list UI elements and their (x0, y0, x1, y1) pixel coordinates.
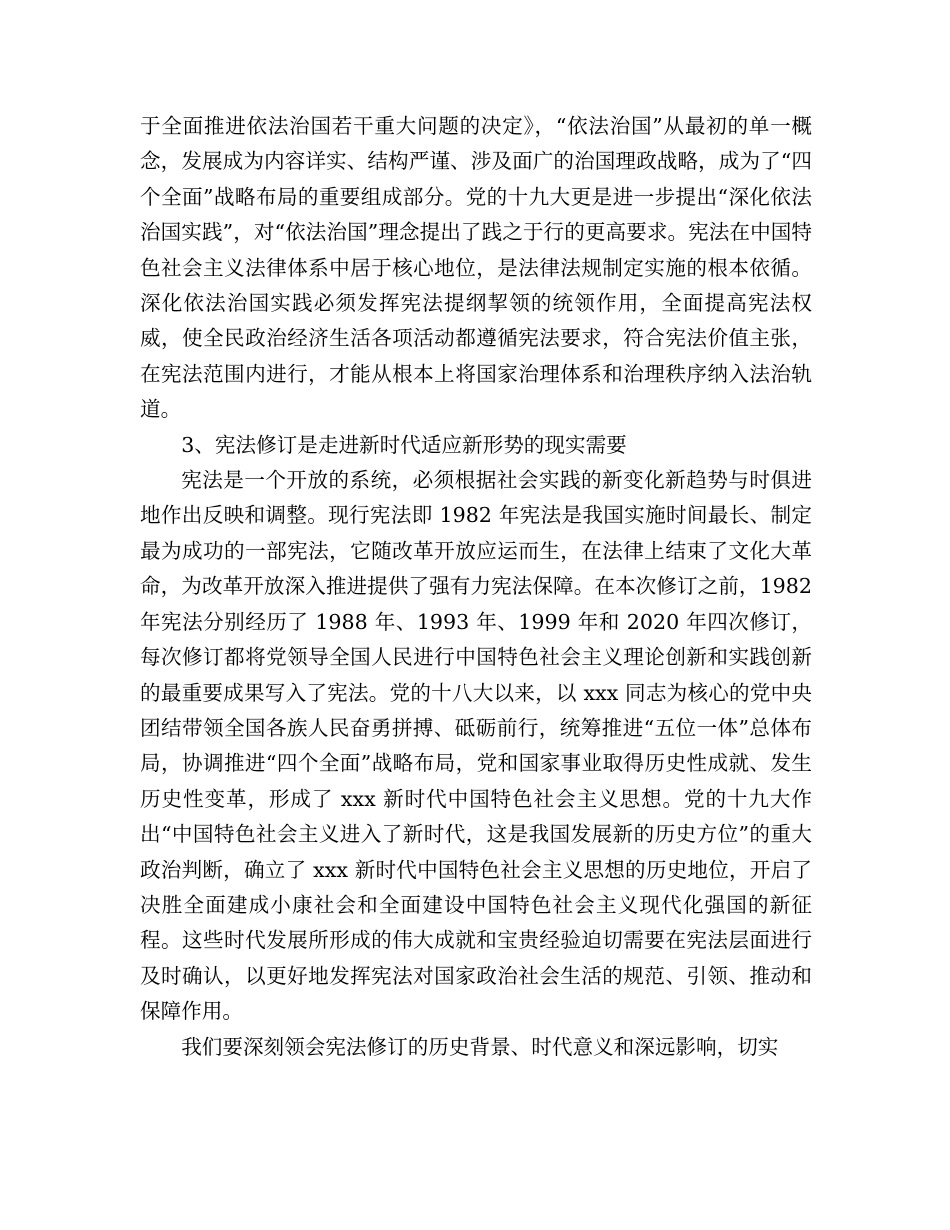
body-paragraph: 宪法是一个开放的系统，必须根据社会实践的新变化新趋势与时俱进地作出反映和调整。现行宪法即 1982 年宪法是我国实施时间最长、制定最为成功的一部宪法，它随改革开放应运而生，在法律上结束了文化大革命，为改革开放深入推进提供了强有力宪法保障。在本次修订之前，1982 年宪法分别经历了 1988 年、1993 年、1999 年和 2020 年四次修订，每次修订都将党领导全国人民进行中国特色社会主义理论创新和实践创新的最重要成果写入了宪法。党的十八大以来，以 xxx 同志为核心的党中央团结带领全国各族人民奋勇拼搏、砥砺前行，统筹推进“五位一体”总体布局，协调推进“四个全面”战略布局，党和国家事业取得历史性成就、发生历史性变革，形成了 xxx 新时代中国特色社会主义思想。党的十九大作出“中国特色社会主义进入了新时代，这是我国发展新的历史方位”的重大政治判断，确立了 xxx 新时代中国特色社会主义思想的历史地位，开启了决胜全面建成小康社会和全面建设中国特色社会主义现代化强国的新征程。这些时代发展所形成的伟大成就和宝贵经验迫切需要在宪法层面进行及时确认，以更好地发挥宪法对国家政治社会生活的规范、引领、推动和保障作用。 (140, 468, 812, 1024)
document-page (140, 109, 812, 1065)
section-heading: 3、宪法修订是走进新时代适应新形势的现实需要 (181, 432, 627, 457)
body-paragraph-truncated: 我们要深刻领会宪法修订的历史背景、时代意义和深远影响，切实 (181, 1034, 779, 1059)
body-paragraph-continued: 于全面推进依法治国若干重大问题的决定》，“依法治国”从最初的单一概念，发展成为内容详实、结构严谨、涉及面广的治国理政战略，成为了“四个全面”战略布局的重要组成部分。党的十九大更是进一步提出“深化依法治国实践”，对“依法治国”理念提出了践之于行的更高要求。宪法在中国特色社会主义法律体系中居于核心地位，是法律法规制定实施的根本依循。深化依法治国实践必须发挥宪法提纲挈领的统领作用，全面提高宪法权威，使全民政治经济生活各项活动都遵循宪法要求，符合宪法价值主张，在宪法范围内进行，才能从根本上将国家治理体系和治理秩序纳入法治轨道。 (140, 114, 812, 422)
